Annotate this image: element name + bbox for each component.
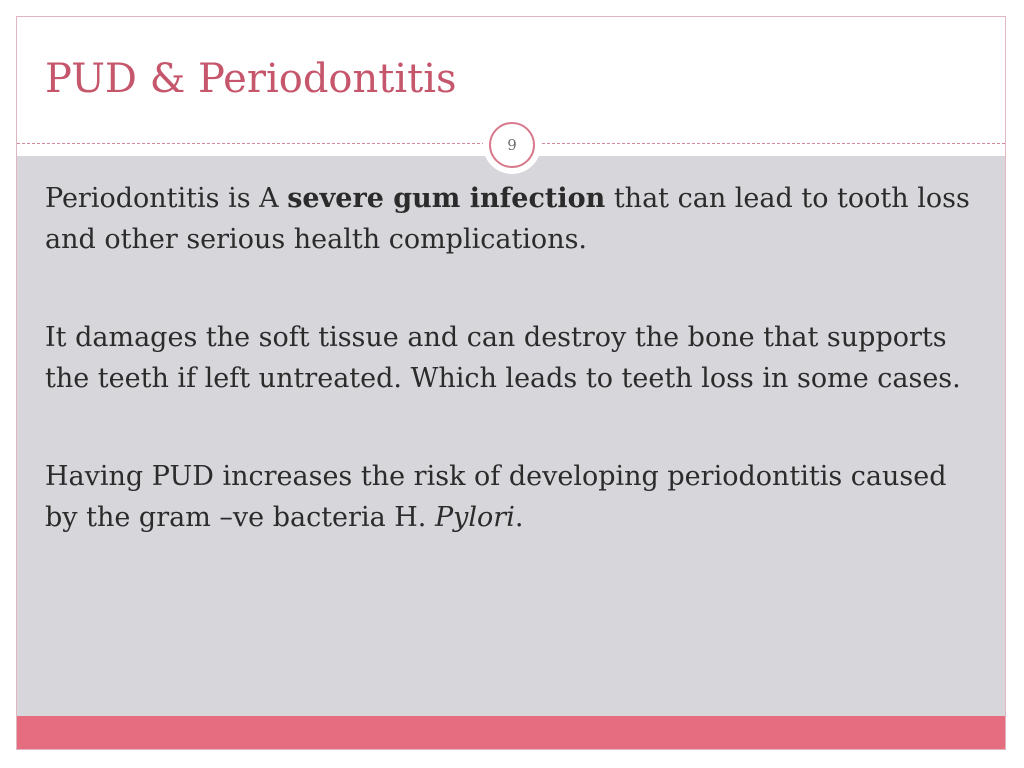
footer-bar: [17, 716, 1005, 750]
slide-title: PUD & Periodontitis: [45, 56, 457, 102]
paragraph-3-text-end: .: [514, 502, 524, 533]
slide-body: [45, 178, 975, 595]
paragraph-3-text-start: Having PUD increases the risk of developing periodontitis caused by the gram –ve bacteria H.: [45, 461, 947, 533]
paragraph-3: [45, 456, 975, 538]
paragraph-1-bold: severe gum infection: [287, 183, 606, 214]
paragraph-1-text-end: that can lead to tooth loss and other serious health complications.: [45, 183, 970, 255]
paragraph-2: It damages the soft tissue and can destroy the bone that supports the teeth if left untreated. Which leads to teeth loss in some cases.: [45, 322, 961, 394]
paragraph-1: [45, 178, 975, 260]
paragraph-1-text-start: Periodontitis is A: [45, 183, 288, 214]
slide: [16, 16, 1006, 750]
paragraph-3-italic: Pylori: [434, 502, 515, 533]
slide-number-badge: [483, 116, 541, 174]
slide-number: 9: [489, 122, 535, 168]
